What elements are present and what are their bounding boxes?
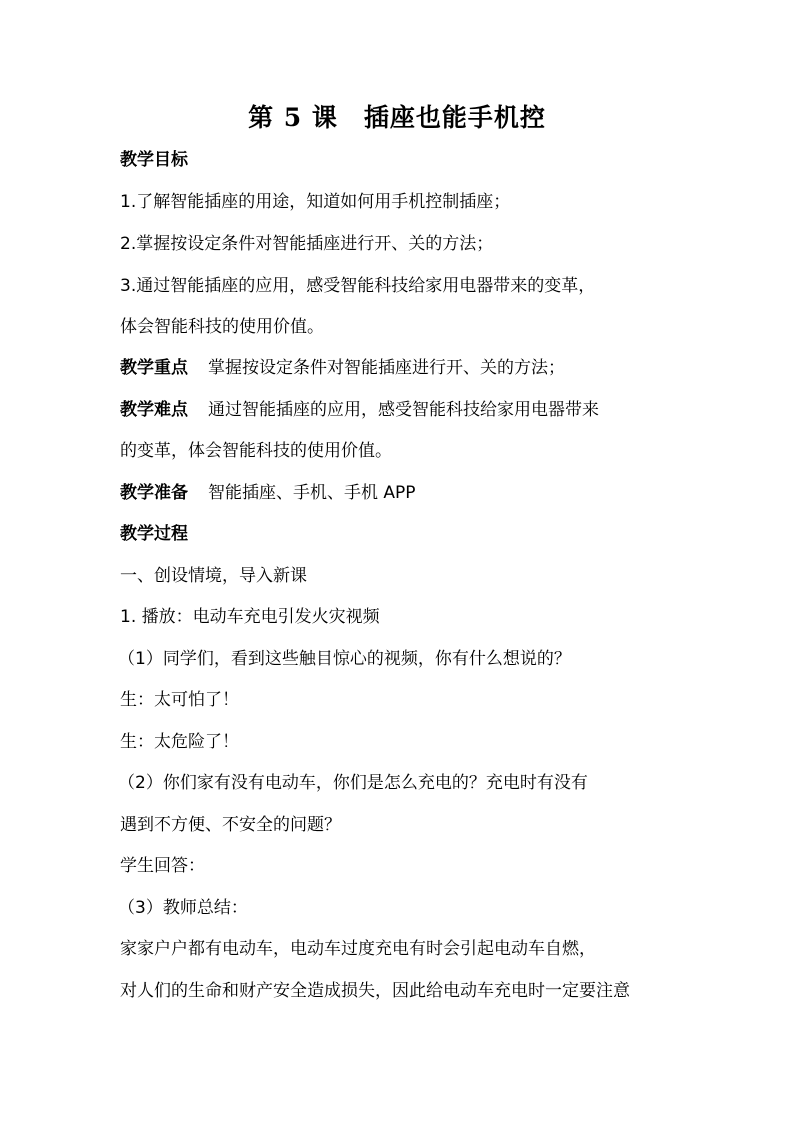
- process-line: 生：太可怕了！: [120, 690, 239, 710]
- lesson-title: [0, 98, 794, 134]
- process-heading: 教学过程: [120, 524, 188, 544]
- key-point-text: 掌握按设定条件对智能插座进行开、关的方法；: [208, 358, 565, 378]
- process-line: 1. 播放：电动车充电引发火灾视频: [120, 607, 380, 627]
- preparation-text: 智能插座、手机、手机 APP: [208, 483, 416, 503]
- process-line: 遇到不方便、不安全的问题？: [120, 815, 341, 835]
- objective-item: 体会智能科技的使用价值。: [120, 317, 324, 337]
- process-line: 生：太危险了！: [120, 732, 239, 752]
- objective-item: 2.掌握按设定条件对智能插座进行开、关的方法；: [120, 234, 494, 254]
- process-line: （1）同学们，看到这些触目惊心的视频，你有什么想说的？: [118, 649, 571, 669]
- objectives-heading: 教学目标: [120, 150, 188, 170]
- process-line: 对人们的生命和财产安全造成损失，因此给电动车充电时一定要注意: [120, 981, 630, 1001]
- lesson-name: 插座也能手机控: [363, 103, 546, 132]
- process-line: 家家户户都有电动车，电动车过度充电有时会引起电动车自燃，: [120, 939, 596, 959]
- key-point-row: [120, 357, 690, 379]
- lesson-number: 第 5 课: [248, 103, 338, 132]
- objective-item: 3.通过智能插座的应用，感受智能科技给家用电器带来的变革，: [120, 276, 596, 296]
- process-line: 学生回答：: [120, 856, 205, 876]
- key-point-label: 教学重点: [120, 358, 188, 378]
- process-line: 一、创设情境，导入新课: [120, 566, 307, 586]
- difficulty-label: 教学难点: [120, 400, 188, 420]
- difficulty-row: [120, 399, 690, 421]
- preparation-label: 教学准备: [120, 483, 188, 503]
- process-line: （2）你们家有没有电动车，你们是怎么充电的？充电时有没有: [118, 773, 588, 793]
- difficulty-text-continued: 的变革，体会智能科技的使用价值。: [120, 441, 392, 461]
- process-line: （3）教师总结：: [118, 898, 248, 918]
- objective-item: 1.了解智能插座的用途，知道如何用手机控制插座；: [120, 192, 511, 212]
- difficulty-text: 通过智能插座的应用，感受智能科技给家用电器带来: [208, 400, 599, 420]
- preparation-row: [120, 482, 690, 504]
